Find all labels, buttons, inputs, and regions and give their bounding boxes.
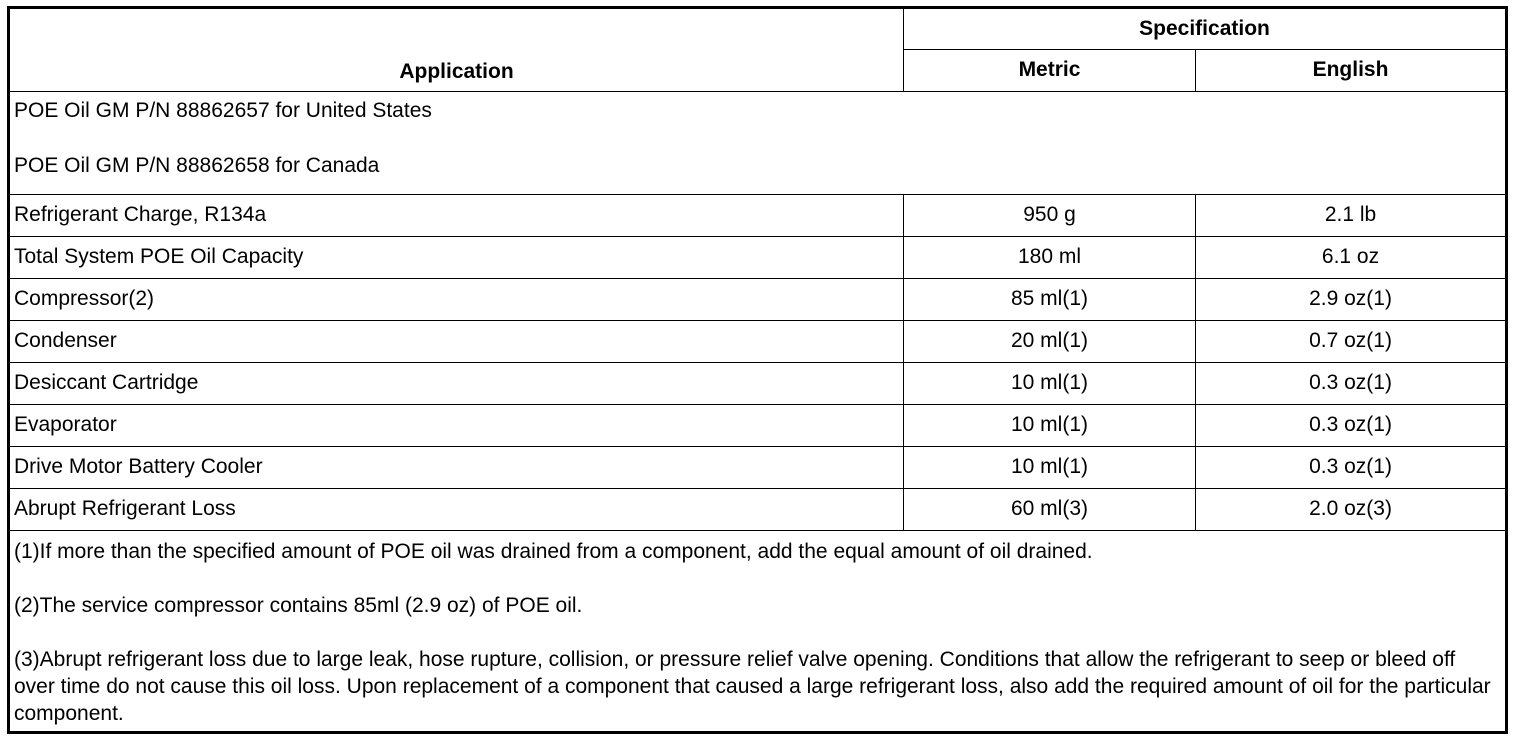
table-row: [9, 363, 1507, 405]
cell-application: Drive Motor Battery Cooler: [9, 447, 904, 489]
cell-metric: 180 ml: [904, 237, 1196, 279]
footnote-3: (3)Abrupt refrigerant loss due to large leak, hose rupture, collision, or pressure relief valve opening. Conditions that allow the refrigerant to seep or bleed off over time do not cause this oil loss. Upon replacement of a component that caused a large refrigerant loss, also add the required amount of oil for the particular component.: [14, 647, 1491, 725]
oil-note-canada: POE Oil GM P/N 88862658 for Canada: [14, 154, 380, 178]
cell-english: 0.3 oz(1): [1196, 447, 1507, 489]
cell-application: Condenser: [9, 321, 904, 363]
cell-metric: 10 ml(1): [904, 405, 1196, 447]
header-specification: Specification: [904, 8, 1507, 50]
cell-application: Abrupt Refrigerant Loss: [9, 489, 904, 531]
cell-english: 2.0 oz(3): [1196, 489, 1507, 531]
header-english: English: [1196, 50, 1507, 92]
cell-english: 0.3 oz(1): [1196, 405, 1507, 447]
cell-application: Desiccant Cartridge: [9, 363, 904, 405]
cell-english: 0.7 oz(1): [1196, 321, 1507, 363]
cell-application: Total System POE Oil Capacity: [9, 237, 904, 279]
table-row: [9, 405, 1507, 447]
cell-application: Refrigerant Charge, R134a: [9, 195, 904, 237]
footnote-1: (1)If more than the specified amount of POE oil was drained from a component, add the equal amount of oil drained.: [14, 540, 1093, 563]
cell-metric: 85 ml(1): [904, 279, 1196, 321]
cell-application: Evaporator: [9, 405, 904, 447]
oil-note-cell: [9, 92, 1507, 195]
cell-metric: 10 ml(1): [904, 447, 1196, 489]
cell-application: Compressor(2): [9, 279, 904, 321]
table-row: [9, 195, 1507, 237]
table-row: [9, 321, 1507, 363]
cell-metric: 60 ml(3): [904, 489, 1196, 531]
oil-note-us: POE Oil GM P/N 88862657 for United States: [14, 99, 432, 122]
footnote-2: (2)The service compressor contains 85ml (2.9 oz) of POE oil.: [14, 593, 583, 617]
table-row: [9, 237, 1507, 279]
cell-english: 2.9 oz(1): [1196, 279, 1507, 321]
table-row: [9, 447, 1507, 489]
footnotes-cell: [9, 531, 1507, 733]
cell-english: 0.3 oz(1): [1196, 363, 1507, 405]
table-row: [9, 489, 1507, 531]
header-metric: Metric: [904, 50, 1196, 92]
table-row: [9, 279, 1507, 321]
oil-note-row: [9, 92, 1507, 195]
header-application: Application: [9, 8, 904, 92]
cell-metric: 10 ml(1): [904, 363, 1196, 405]
cell-metric: 20 ml(1): [904, 321, 1196, 363]
footnotes-row: [9, 531, 1507, 733]
cell-english: 6.1 oz: [1196, 237, 1507, 279]
cell-metric: 950 g: [904, 195, 1196, 237]
specification-table: [7, 6, 1508, 734]
cell-english: 2.1 lb: [1196, 195, 1507, 237]
